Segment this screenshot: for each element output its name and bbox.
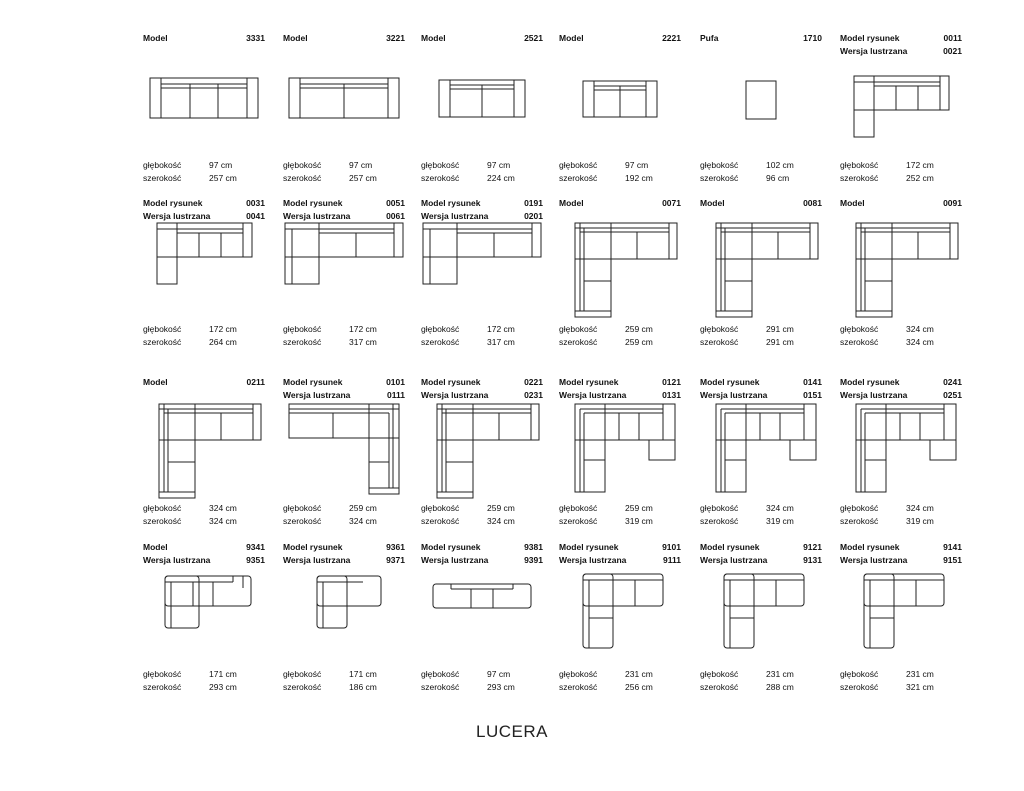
depth-value: 231 cm (766, 669, 794, 679)
mirror-label: Wersja lustrzana (559, 390, 627, 400)
model-cell-1710 (700, 32, 822, 192)
brand-name: LUCERA (476, 722, 548, 741)
depth-value: 97 cm (625, 160, 649, 170)
depth-value: 171 cm (209, 669, 237, 679)
depth-label: głębokość (421, 669, 460, 679)
mirror-label: Wersja lustrzana (700, 390, 768, 400)
model-label: Model (421, 33, 446, 43)
depth-value: 259 cm (349, 503, 377, 513)
width-value: 317 cm (349, 337, 377, 347)
model-label: Model rysunek (840, 542, 900, 552)
sofa-outline-icon (700, 72, 822, 172)
width-label: szerokość (559, 682, 598, 692)
sofa-outline-icon (283, 72, 405, 172)
mirror-code: 9151 (943, 555, 962, 565)
sofa-drawing (559, 400, 681, 500)
model-cell-0241 (840, 376, 962, 536)
model-label: Model (559, 33, 584, 43)
width-label: szerokość (700, 516, 739, 526)
width-value: 317 cm (487, 337, 515, 347)
sofa-drawing (559, 72, 681, 172)
depth-label: głębokość (283, 669, 322, 679)
sofa-outline-icon (559, 568, 681, 668)
sofa-drawing (143, 219, 265, 319)
sofa-drawing (840, 72, 962, 172)
width-value: 264 cm (209, 337, 237, 347)
mirror-label: Wersja lustrzana (283, 390, 351, 400)
sofa-drawing (559, 219, 681, 319)
width-value: 293 cm (487, 682, 515, 692)
width-label: szerokość (143, 337, 182, 347)
mirror-label: Wersja lustrzana (840, 390, 908, 400)
depth-label: głębokość (840, 160, 879, 170)
depth-label: głębokość (840, 503, 879, 513)
model-code: 0081 (803, 198, 822, 208)
model-code: 0241 (943, 377, 962, 387)
width-label: szerokość (559, 516, 598, 526)
model-cell-9341 (143, 541, 265, 701)
width-value: 291 cm (766, 337, 794, 347)
depth-value: 97 cm (487, 669, 511, 679)
model-cell-2521 (421, 32, 543, 192)
model-label: Model rysunek (283, 377, 343, 387)
mirror-label: Wersja lustrzana (840, 555, 908, 565)
sofa-drawing (840, 219, 962, 319)
depth-label: głębokość (143, 503, 182, 513)
model-code: 9141 (943, 542, 962, 552)
model-label: Model rysunek (143, 198, 203, 208)
width-label: szerokość (421, 337, 460, 347)
depth-value: 97 cm (349, 160, 373, 170)
width-label: szerokość (143, 173, 182, 183)
width-label: szerokość (840, 516, 879, 526)
width-label: szerokość (700, 173, 739, 183)
model-label: Model (143, 542, 168, 552)
model-label: Model rysunek (700, 542, 760, 552)
sofa-outline-icon (283, 400, 405, 500)
mirror-label: Wersja lustrzana (421, 390, 489, 400)
model-label: Model rysunek (283, 198, 343, 208)
width-value: 256 cm (625, 682, 653, 692)
width-label: szerokość (700, 682, 739, 692)
model-label: Pufa (700, 33, 719, 43)
width-value: 319 cm (625, 516, 653, 526)
sofa-drawing (283, 400, 405, 500)
sofa-outline-icon (840, 72, 962, 172)
model-code: 0071 (662, 198, 681, 208)
depth-label: głębokość (559, 669, 598, 679)
mirror-label: Wersja lustrzana (559, 555, 627, 565)
model-label: Model rysunek (421, 377, 481, 387)
sofa-outline-icon (840, 219, 962, 319)
model-code: 0101 (386, 377, 405, 387)
width-value: 288 cm (766, 682, 794, 692)
depth-value: 172 cm (209, 324, 237, 334)
model-label: Model (143, 33, 168, 43)
model-code: 0191 (524, 198, 543, 208)
sofa-drawing (840, 400, 962, 500)
sofa-outline-icon (559, 72, 681, 172)
width-label: szerokość (143, 682, 182, 692)
sofa-drawing (143, 400, 265, 500)
model-cell-0211 (143, 376, 265, 536)
width-value: 319 cm (766, 516, 794, 526)
depth-label: głębokość (559, 324, 598, 334)
depth-value: 231 cm (906, 669, 934, 679)
sofa-outline-icon (700, 568, 822, 668)
mirror-label: Wersja lustrzana (840, 46, 908, 56)
sofa-drawing (421, 568, 543, 668)
model-cell-9101 (559, 541, 681, 701)
width-value: 324 cm (487, 516, 515, 526)
width-value: 224 cm (487, 173, 515, 183)
depth-label: głębokość (283, 160, 322, 170)
sofa-outline-icon (700, 400, 822, 500)
sofa-outline-icon (421, 72, 543, 172)
model-label: Model (283, 33, 308, 43)
model-cell-0071 (559, 197, 681, 357)
width-value: 186 cm (349, 682, 377, 692)
mirror-code: 0151 (803, 390, 822, 400)
model-code: 0051 (386, 198, 405, 208)
sofa-outline-icon (143, 72, 265, 172)
width-value: 293 cm (209, 682, 237, 692)
depth-label: głębokość (559, 160, 598, 170)
sofa-outline-icon (421, 400, 543, 500)
model-cell-9361 (283, 541, 405, 701)
mirror-label: Wersja lustrzana (421, 555, 489, 565)
width-label: szerokość (283, 516, 322, 526)
width-value: 321 cm (906, 682, 934, 692)
sofa-drawing (421, 72, 543, 172)
mirror-label: Wersja lustrzana (283, 211, 351, 221)
depth-label: głębokość (283, 503, 322, 513)
mirror-code: 0201 (524, 211, 543, 221)
model-label: Model rysunek (559, 377, 619, 387)
model-cell-0191 (421, 197, 543, 357)
depth-label: głębokość (143, 324, 182, 334)
model-code: 9101 (662, 542, 681, 552)
mirror-code: 0111 (387, 390, 405, 400)
width-label: szerokość (143, 516, 182, 526)
width-label: szerokość (421, 682, 460, 692)
mirror-code: 0251 (943, 390, 962, 400)
width-label: szerokość (283, 682, 322, 692)
model-code: 0011 (943, 33, 962, 43)
model-cell-0081 (700, 197, 822, 357)
depth-value: 324 cm (766, 503, 794, 513)
depth-label: głębokość (700, 669, 739, 679)
width-value: 324 cm (906, 337, 934, 347)
mirror-code: 9391 (524, 555, 543, 565)
model-code: 3331 (246, 33, 265, 43)
depth-value: 259 cm (487, 503, 515, 513)
mirror-label: Wersja lustrzana (421, 211, 489, 221)
width-value: 324 cm (209, 516, 237, 526)
model-cell-9381 (421, 541, 543, 701)
width-label: szerokość (700, 337, 739, 347)
mirror-label: Wersja lustrzana (283, 555, 351, 565)
model-label: Model (840, 198, 865, 208)
depth-value: 291 cm (766, 324, 794, 334)
model-code: 1710 (803, 33, 822, 43)
width-label: szerokość (840, 337, 879, 347)
width-value: 257 cm (209, 173, 237, 183)
width-label: szerokość (840, 682, 879, 692)
mirror-label: Wersja lustrzana (700, 555, 768, 565)
width-value: 192 cm (625, 173, 653, 183)
depth-value: 97 cm (209, 160, 233, 170)
depth-label: głębokość (840, 669, 879, 679)
sofa-drawing (421, 219, 543, 319)
width-label: szerokość (559, 337, 598, 347)
mirror-code: 0021 (943, 46, 962, 56)
width-value: 257 cm (349, 173, 377, 183)
model-cell-0121 (559, 376, 681, 536)
sofa-drawing (700, 219, 822, 319)
model-code: 9121 (803, 542, 822, 552)
width-value: 96 cm (766, 173, 790, 183)
model-code: 9341 (246, 542, 265, 552)
model-code: 0211 (246, 377, 265, 387)
model-label: Model rysunek (700, 377, 760, 387)
model-cell-0141 (700, 376, 822, 536)
sofa-outline-icon (421, 219, 543, 319)
model-code: 0141 (803, 377, 822, 387)
model-code: 0121 (662, 377, 681, 387)
mirror-code: 9371 (386, 555, 405, 565)
sofa-outline-icon (700, 219, 822, 319)
model-cell-0101 (283, 376, 405, 536)
width-label: szerokość (283, 173, 322, 183)
model-cell-0221 (421, 376, 543, 536)
sofa-drawing (421, 400, 543, 500)
model-cell-0031 (143, 197, 265, 357)
width-label: szerokość (421, 516, 460, 526)
sofa-outline-icon (143, 400, 265, 500)
width-value: 319 cm (906, 516, 934, 526)
model-cell-0051 (283, 197, 405, 357)
sofa-outline-icon (559, 219, 681, 319)
width-value: 259 cm (625, 337, 653, 347)
width-value: 324 cm (349, 516, 377, 526)
depth-label: głębokość (421, 324, 460, 334)
depth-label: głębokość (840, 324, 879, 334)
model-cell-0091 (840, 197, 962, 357)
depth-value: 172 cm (906, 160, 934, 170)
sofa-drawing (700, 72, 822, 172)
model-code: 2221 (662, 33, 681, 43)
mirror-label: Wersja lustrzana (143, 211, 211, 221)
mirror-code: 0131 (662, 390, 681, 400)
mirror-label: Wersja lustrzana (143, 555, 211, 565)
model-label: Model rysunek (559, 542, 619, 552)
model-label: Model rysunek (840, 33, 900, 43)
depth-value: 172 cm (487, 324, 515, 334)
depth-value: 172 cm (349, 324, 377, 334)
sofa-outline-icon (143, 568, 265, 668)
model-cell-9141 (840, 541, 962, 701)
sofa-drawing (283, 219, 405, 319)
sofa-drawing (559, 568, 681, 668)
depth-label: głębokość (700, 503, 739, 513)
depth-value: 324 cm (209, 503, 237, 513)
model-label: Model (700, 198, 725, 208)
depth-value: 231 cm (625, 669, 653, 679)
width-label: szerokość (559, 173, 598, 183)
model-code: 9381 (524, 542, 543, 552)
depth-value: 324 cm (906, 324, 934, 334)
depth-value: 97 cm (487, 160, 511, 170)
sofa-outline-icon (143, 219, 265, 319)
mirror-code: 0231 (524, 390, 543, 400)
width-label: szerokość (421, 173, 460, 183)
sofa-outline-icon (283, 219, 405, 319)
depth-value: 102 cm (766, 160, 794, 170)
depth-label: głębokość (143, 669, 182, 679)
depth-label: głębokość (421, 160, 460, 170)
model-code: 2521 (524, 33, 543, 43)
model-cell-3331 (143, 32, 265, 192)
sofa-drawing (700, 568, 822, 668)
model-label: Model rysunek (283, 542, 343, 552)
depth-label: głębokość (421, 503, 460, 513)
mirror-code: 0041 (246, 211, 265, 221)
sofa-outline-icon (840, 400, 962, 500)
model-cell-0011 (840, 32, 962, 192)
sofa-outline-icon (559, 400, 681, 500)
model-label: Model rysunek (421, 198, 481, 208)
sofa-outline-icon (840, 568, 962, 668)
depth-value: 324 cm (906, 503, 934, 513)
sofa-drawing (283, 72, 405, 172)
sofa-drawing (283, 568, 405, 668)
model-label: Model rysunek (840, 377, 900, 387)
model-cell-9121 (700, 541, 822, 701)
depth-value: 259 cm (625, 324, 653, 334)
width-label: szerokość (283, 337, 322, 347)
depth-label: głębokość (283, 324, 322, 334)
model-label: Model (143, 377, 168, 387)
sofa-drawing (143, 568, 265, 668)
mirror-code: 9111 (663, 555, 681, 565)
sofa-drawing (840, 568, 962, 668)
depth-label: głębokość (700, 160, 739, 170)
depth-value: 259 cm (625, 503, 653, 513)
model-code: 3221 (386, 33, 405, 43)
model-label: Model rysunek (421, 542, 481, 552)
model-cell-2221 (559, 32, 681, 192)
sofa-drawing (700, 400, 822, 500)
sofa-drawing (143, 72, 265, 172)
sofa-outline-icon (283, 568, 405, 668)
mirror-code: 9131 (803, 555, 822, 565)
sofa-outline-icon (421, 568, 543, 668)
width-value: 252 cm (906, 173, 934, 183)
model-code: 0221 (524, 377, 543, 387)
model-label: Model (559, 198, 584, 208)
depth-value: 171 cm (349, 669, 377, 679)
mirror-code: 9351 (246, 555, 265, 565)
depth-label: głębokość (559, 503, 598, 513)
model-code: 9361 (386, 542, 405, 552)
depth-label: głębokość (143, 160, 182, 170)
depth-label: głębokość (700, 324, 739, 334)
width-label: szerokość (840, 173, 879, 183)
model-cell-3221 (283, 32, 405, 192)
mirror-code: 0061 (386, 211, 405, 221)
model-code: 0031 (246, 198, 265, 208)
model-code: 0091 (943, 198, 962, 208)
